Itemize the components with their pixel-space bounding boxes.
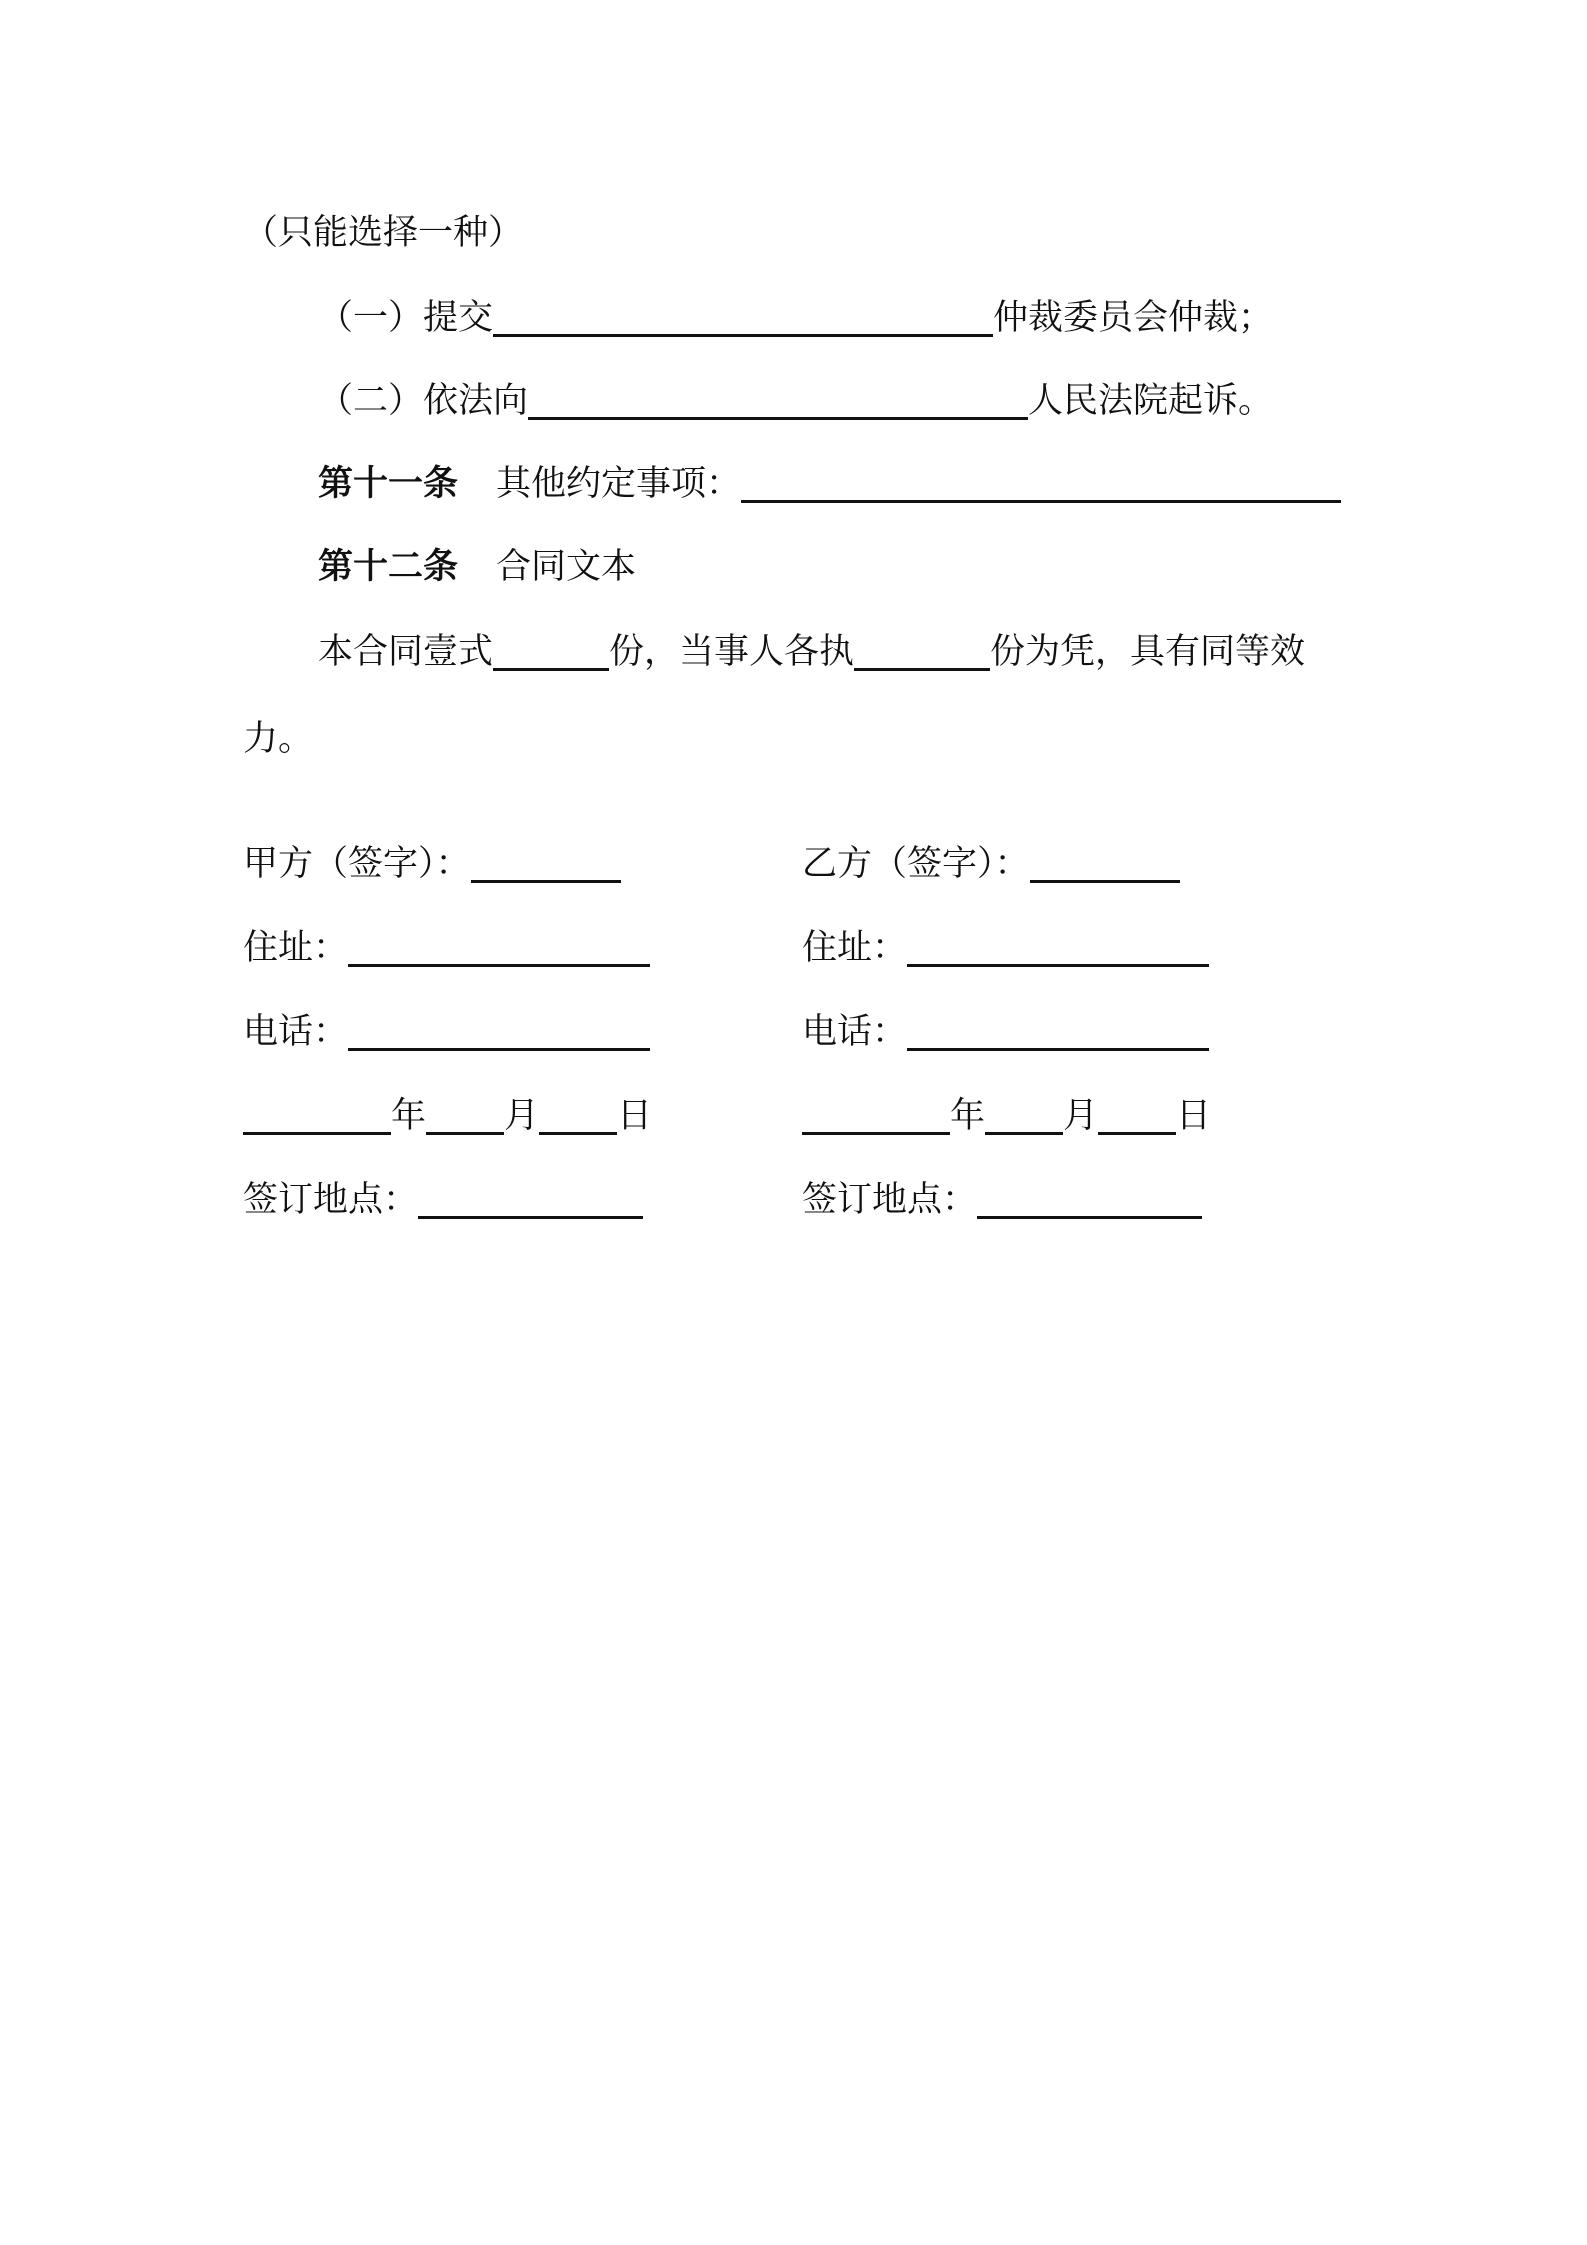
article-11-title: 第十一条 xyxy=(318,463,459,504)
copies-paragraph-end: 力。 xyxy=(243,719,314,759)
other-terms-blank[interactable] xyxy=(741,466,1341,503)
party-a-place-blank[interactable] xyxy=(418,1182,643,1219)
party-a-date-row xyxy=(243,1098,652,1135)
party-a-day-blank[interactable] xyxy=(539,1098,617,1135)
party-a-day-label: 日 xyxy=(617,1096,653,1136)
party-b-phone-blank[interactable] xyxy=(907,1014,1209,1051)
party-b-sign-label: 乙方（签字）： xyxy=(802,844,1030,884)
copies-text-b: 份，当事人各执 xyxy=(609,632,855,672)
party-a-phone-label: 电话： xyxy=(243,1012,349,1052)
copies-paragraph xyxy=(318,634,1305,671)
court-name-blank[interactable] xyxy=(528,383,1028,420)
party-b-month-label: 月 xyxy=(1063,1096,1099,1136)
option-arbitration-prefix: （一）提交 xyxy=(318,298,494,338)
option-court-prefix: （二）依法向 xyxy=(318,381,529,421)
arbitration-committee-blank[interactable] xyxy=(493,300,993,337)
choose-note: （只能选择一种） xyxy=(243,213,524,253)
option-court xyxy=(318,383,1273,420)
party-b-place-row xyxy=(802,1182,1202,1219)
party-a-sign-row xyxy=(243,846,621,883)
party-a-place-label: 签订地点： xyxy=(243,1180,419,1220)
each-copies-blank[interactable] xyxy=(854,634,990,671)
party-a-month-label: 月 xyxy=(504,1096,540,1136)
option-court-suffix: 人民法院起诉。 xyxy=(1028,381,1274,421)
party-a-year-label: 年 xyxy=(391,1096,427,1136)
article-11 xyxy=(318,463,1341,504)
copies-text-a: 本合同壹式 xyxy=(318,632,494,672)
option-arbitration xyxy=(318,300,1273,337)
party-a-phone-blank[interactable] xyxy=(348,1014,650,1051)
article-12-title: 第十二条 xyxy=(318,546,459,587)
party-b-sign-blank[interactable] xyxy=(1030,846,1180,883)
article-12 xyxy=(318,546,637,587)
party-a-place-row xyxy=(243,1182,643,1219)
total-copies-blank[interactable] xyxy=(493,634,609,671)
article-12-text: 合同文本 xyxy=(496,547,637,587)
option-arbitration-suffix: 仲裁委员会仲裁； xyxy=(993,298,1274,338)
copies-text-c: 份为凭，具有同等效 xyxy=(990,632,1306,672)
party-a-address-blank[interactable] xyxy=(348,930,650,967)
party-a-address-row xyxy=(243,930,650,967)
party-b-month-blank[interactable] xyxy=(985,1098,1063,1135)
party-b-address-row xyxy=(802,930,1209,967)
article-11-text: 其他约定事项： xyxy=(496,464,742,504)
party-a-phone-row xyxy=(243,1014,650,1051)
party-b-address-blank[interactable] xyxy=(907,930,1209,967)
party-b-year-blank[interactable] xyxy=(802,1098,950,1135)
party-b-day-blank[interactable] xyxy=(1098,1098,1176,1135)
party-b-sign-row xyxy=(802,846,1180,883)
party-b-phone-label: 电话： xyxy=(802,1012,908,1052)
party-a-year-blank[interactable] xyxy=(243,1098,391,1135)
party-b-address-label: 住址： xyxy=(802,928,908,968)
party-b-day-label: 日 xyxy=(1176,1096,1212,1136)
party-b-phone-row xyxy=(802,1014,1209,1051)
party-a-month-blank[interactable] xyxy=(426,1098,504,1135)
party-a-sign-label: 甲方（签字）： xyxy=(243,844,471,884)
party-a-sign-blank[interactable] xyxy=(471,846,621,883)
party-b-place-label: 签订地点： xyxy=(802,1180,978,1220)
party-b-place-blank[interactable] xyxy=(977,1182,1202,1219)
party-b-year-label: 年 xyxy=(950,1096,986,1136)
party-b-date-row xyxy=(802,1098,1211,1135)
party-a-address-label: 住址： xyxy=(243,928,349,968)
